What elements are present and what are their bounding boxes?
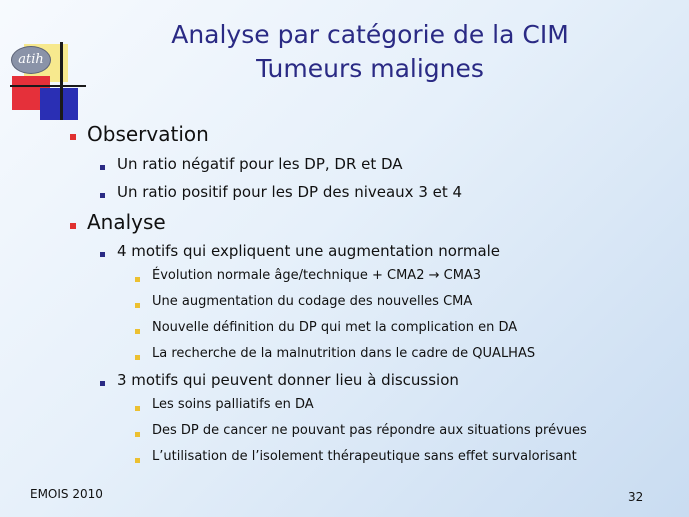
level2-bullet	[100, 165, 105, 170]
logo-oval: atih	[11, 46, 51, 74]
observation-item: Un ratio positif pour les DP des niveaux 3 et 4	[117, 183, 463, 201]
level3-bullet	[135, 458, 140, 463]
level3-bullet	[135, 355, 140, 360]
level1-bullet	[70, 223, 76, 229]
footer-event: EMOIS 2010	[30, 487, 103, 501]
analyse-item: Des DP de cancer ne pouvant pas répondre aux situations prévues	[152, 423, 587, 438]
level3-bullet	[135, 277, 140, 282]
page-number: 32	[628, 490, 644, 504]
slide-title	[120, 18, 620, 86]
logo-horizontal-line	[10, 85, 86, 87]
title-line-2: Tumeurs malignes	[256, 54, 484, 83]
observation-item: Un ratio négatif pour les DP, DR et DA	[117, 155, 403, 173]
level1-bullet	[70, 134, 76, 140]
level3-bullet	[135, 432, 140, 437]
level2-bullet	[100, 381, 105, 386]
logo-vertical-line	[60, 42, 63, 120]
analyse-item: Une augmentation du codage des nouvelles CMA	[152, 294, 473, 309]
heading-observation: Observation	[87, 122, 209, 146]
logo-blue-square	[40, 88, 78, 120]
analyse-group-label: 4 motifs qui expliquent une augmentation normale	[117, 242, 501, 260]
heading-analyse: Analyse	[87, 210, 166, 234]
analyse-item: Les soins palliatifs en DA	[152, 397, 314, 412]
title-line-1: Analyse par catégorie de la CIM	[171, 20, 569, 49]
analyse-group-label: 3 motifs qui peuvent donner lieu à discussion	[117, 371, 459, 389]
level2-bullet	[100, 193, 105, 198]
level3-bullet	[135, 303, 140, 308]
level3-bullet	[135, 406, 140, 411]
analyse-item: L’utilisation de l’isolement thérapeutique sans effet survalorisant	[152, 449, 577, 464]
level2-bullet	[100, 252, 105, 257]
analyse-item: Évolution normale âge/technique + CMA2 → CMA3	[152, 268, 482, 283]
analyse-item: La recherche de la malnutrition dans le cadre de QUALHAS	[152, 346, 536, 361]
analyse-item: Nouvelle définition du DP qui met la complication en DA	[152, 320, 518, 335]
level3-bullet	[135, 329, 140, 334]
atih-logo	[0, 0, 100, 130]
